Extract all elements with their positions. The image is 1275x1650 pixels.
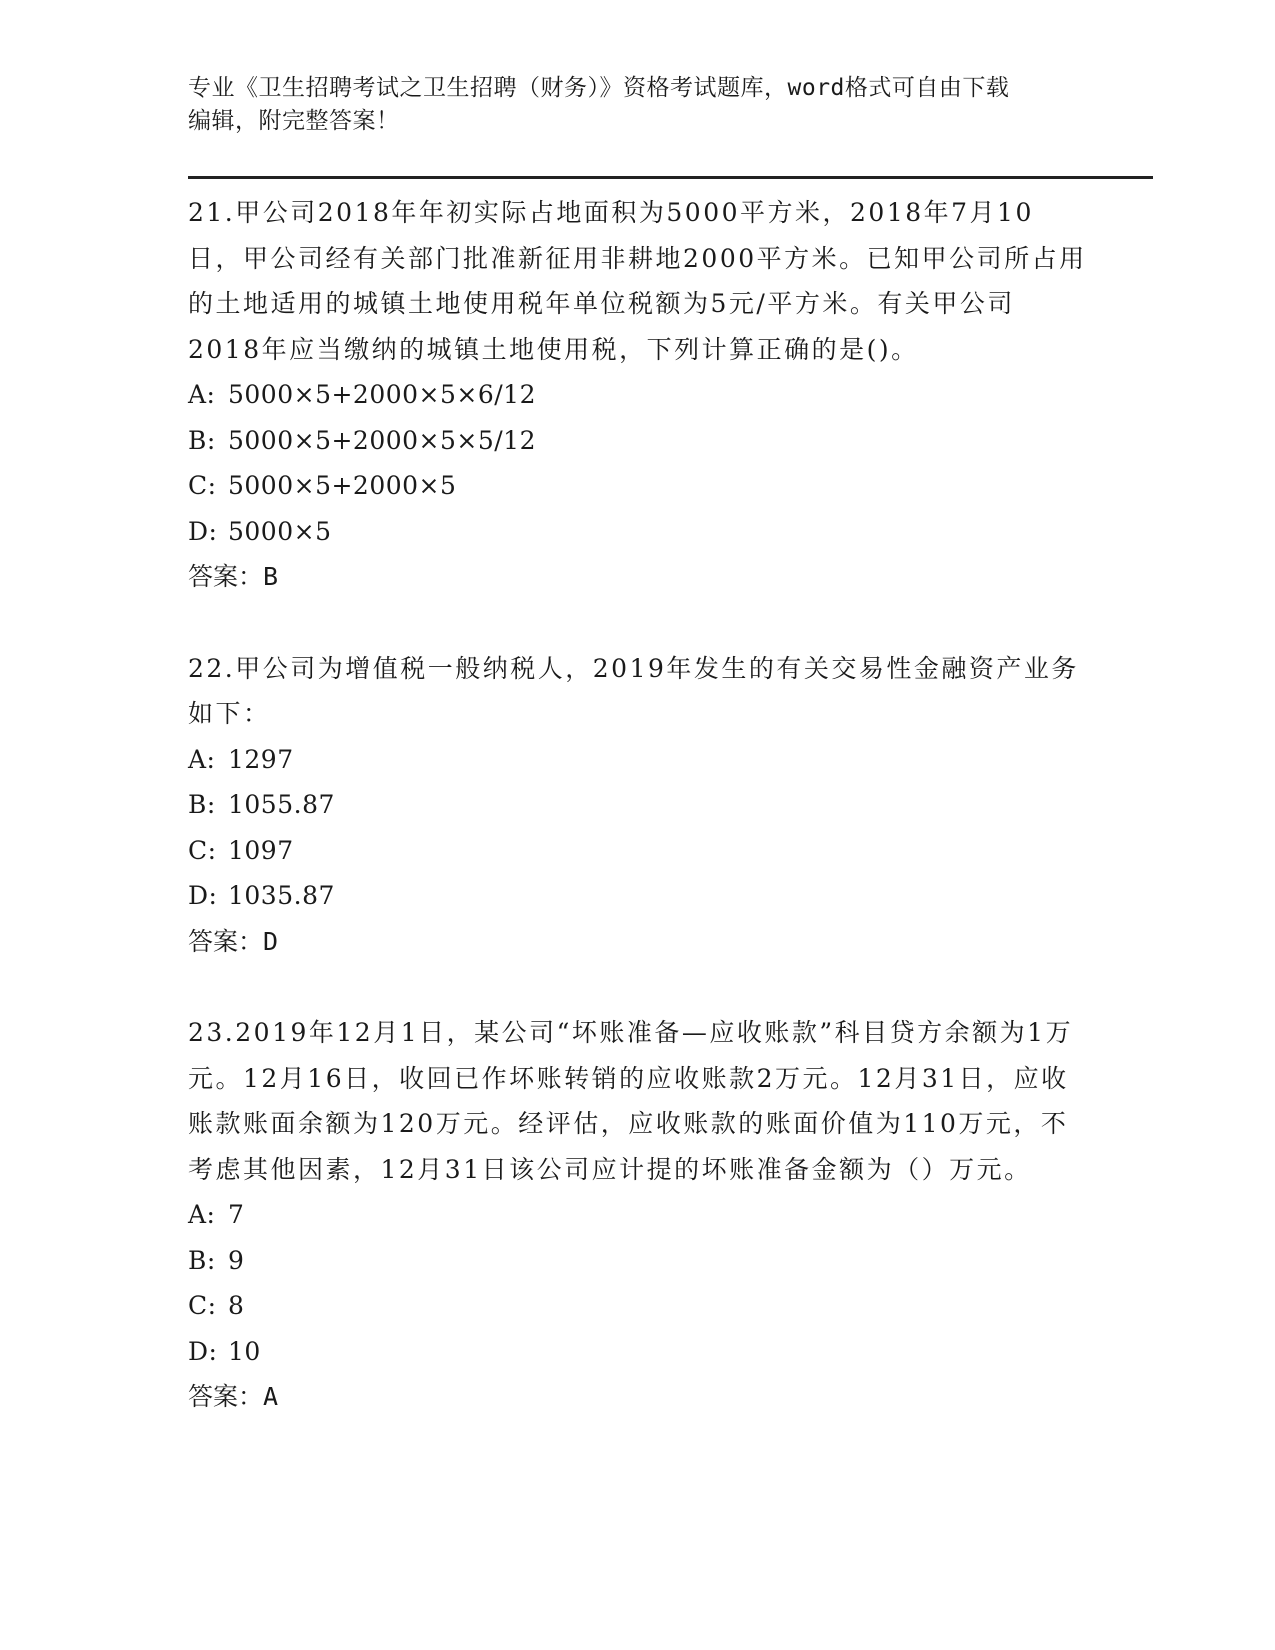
option-b <box>188 782 1088 828</box>
option-text: 8 <box>228 1291 245 1320</box>
option-text: 1035.87 <box>228 881 335 910</box>
option-d <box>188 1329 1088 1375</box>
option-text: 1055.87 <box>228 790 335 819</box>
option-text: 1097 <box>228 835 294 865</box>
answer-line: 答案：A <box>188 1382 279 1411</box>
option-text: 5000×5+2000×5×6/12 <box>228 380 536 409</box>
header-title-line: 专业《卫生招聘考试之卫生招聘（财务）》资格考试题库，word格式可自由下载 <box>188 75 1010 101</box>
question-stem: 23.2019年12月1日，某公司“坏账准备—应收账款”科目贷方余额为1万元。12月16日，收回已作坏账转销的应收账款2万元。12月31日，应收账款账面余额为120万元。经评估，应收账款的账面价值为110万元，不考虑其他因素，12月31日该公司应计提的坏账准备金额为（）万元。 <box>188 1018 1074 1184</box>
answer-line: 答案：B <box>188 562 279 591</box>
option-text: 5000×5+2000×5×5/12 <box>228 425 536 455</box>
option-text: 7 <box>228 1200 245 1229</box>
option-text: 10 <box>228 1336 261 1366</box>
option-d <box>188 873 1088 919</box>
question-21 <box>188 190 1088 600</box>
option-c <box>188 828 1088 874</box>
header-subtitle-line: 编辑，附完整答案！ <box>188 108 400 134</box>
option-b <box>188 418 1088 464</box>
option-letter: C: <box>188 835 217 865</box>
option-letter: C: <box>188 1291 217 1320</box>
question-23 <box>188 1010 1088 1420</box>
option-letter: B: <box>188 1245 216 1275</box>
option-letter: D: <box>188 881 218 910</box>
option-letter: C: <box>188 471 217 500</box>
answer-line: 答案：D <box>188 926 279 956</box>
option-letter: B: <box>188 790 216 819</box>
document-header <box>188 72 1068 138</box>
question-stem: 22.甲公司为增值税一般纳税人，2019年发生的有关交易性金融资产业务如下： <box>188 653 1079 728</box>
option-b <box>188 1238 1088 1284</box>
option-a <box>188 372 1088 418</box>
question-22 <box>188 646 1088 965</box>
option-a <box>188 1192 1088 1238</box>
option-letter: A: <box>188 380 216 409</box>
option-letter: A: <box>188 1200 216 1229</box>
option-c <box>188 1283 1088 1329</box>
option-c <box>188 463 1088 509</box>
header-divider <box>188 176 1153 179</box>
option-letter: D: <box>188 1336 218 1366</box>
option-text: 9 <box>228 1245 245 1275</box>
option-a <box>188 737 1088 783</box>
question-list <box>188 190 1088 1420</box>
option-text: 5000×5+2000×5 <box>228 471 457 500</box>
option-text: 1297 <box>228 744 294 774</box>
option-text: 5000×5 <box>228 516 332 546</box>
option-letter: A: <box>188 744 216 774</box>
option-letter: D: <box>188 516 218 546</box>
question-stem: 21.甲公司2018年年初实际占地面积为5000平方米，2018年7月10日，甲公司经有关部门批准新征用非耕地2000平方米。已知甲公司所占用的土地适用的城镇土地使用税年单位税额为5元/平方米。有关甲公司2018年应当缴纳的城镇土地使用税，下列计算正确的是()。 <box>188 198 1087 364</box>
option-d <box>188 509 1088 555</box>
option-letter: B: <box>188 425 216 455</box>
